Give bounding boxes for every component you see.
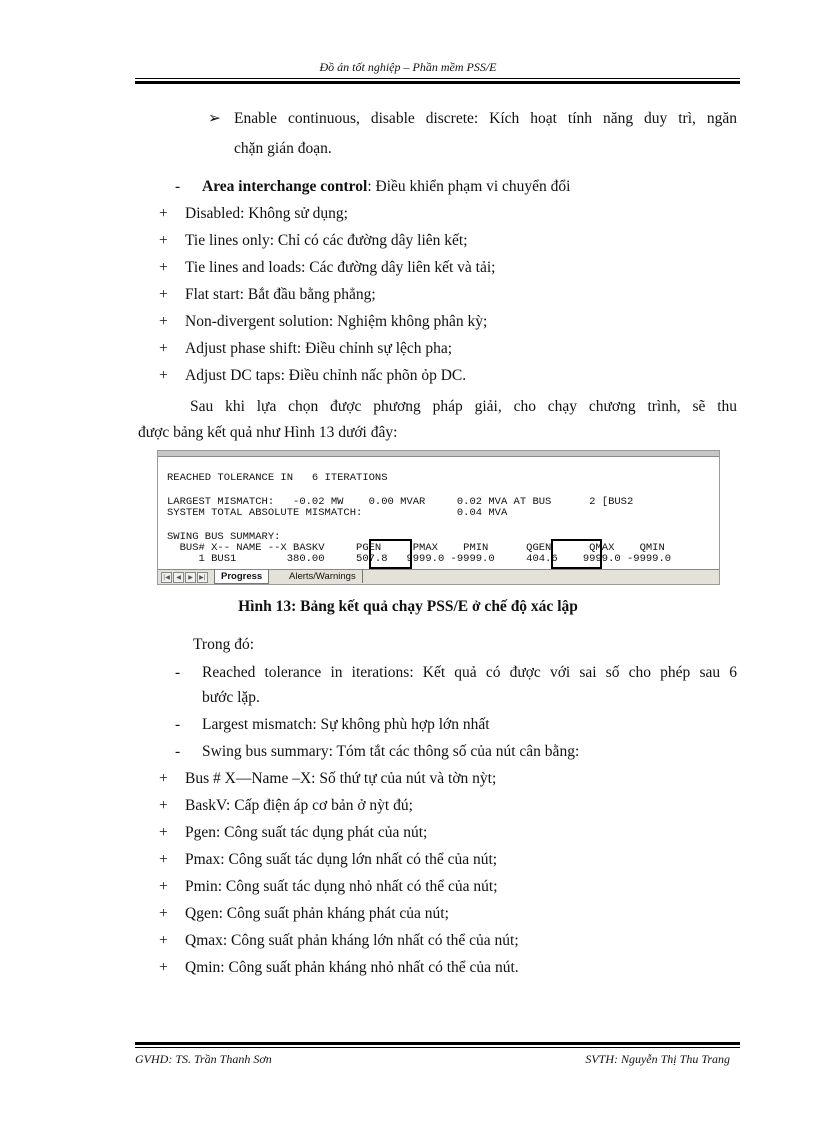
paragraph-line-2: được bảng kết quả như Hình 13 dưới đây: [138, 424, 398, 441]
page-header-title: Đồ án tốt nghiệp – Phần mềm PSS/E [319, 60, 497, 74]
output-tab-bar [158, 569, 719, 584]
next-tab-icon[interactable]: ▶ [185, 572, 196, 583]
parameter-item: Bus # X—Name –X: Số thứ tự của nút và tờn nỳt; [185, 770, 497, 787]
dash-bullet: - [175, 178, 181, 195]
option-item: Tie lines only: Chỉ có các đường dây liên kết; [185, 232, 468, 249]
plus-bullet: + [159, 205, 168, 222]
intro-text: Trong đó: [193, 636, 255, 653]
last-tab-icon[interactable]: ▶| [197, 572, 208, 583]
tab-alerts-warnings[interactable]: Alerts/Warnings [283, 570, 363, 583]
arrow-bullet-icon: ➢ [208, 110, 221, 127]
paragraph-line-1: Sau khi lựa chọn được phương pháp giải, cho chạy chương trình, sẽ thu [190, 398, 737, 415]
footer-rule-thin [135, 1047, 740, 1048]
area-interchange-desc: : Điều khiển phạm vi chuyển đổi [367, 178, 571, 195]
definition-line-2: bước lặp. [202, 689, 260, 706]
option-item: Disabled: Không sử dụng; [185, 205, 348, 222]
option-item: Adjust phase shift: Điều chỉnh sự lệch pha; [185, 340, 453, 357]
window-top-bar [158, 451, 719, 457]
parameter-item: Qmin: Công suất phản kháng nhỏ nhất có thể của nút. [185, 959, 519, 976]
plus-bullet: + [159, 286, 168, 303]
parameter-item: Pmax: Công suất tác dụng lớn nhất có thể của nút; [185, 851, 498, 868]
terminal-line: SYSTEM TOTAL ABSOLUTE MISMATCH: 0.04 MVA [167, 507, 508, 519]
terminal-line: SWING BUS SUMMARY: [167, 531, 281, 543]
plus-bullet: + [159, 340, 168, 357]
plus-bullet: + [159, 770, 168, 787]
plus-bullet: + [159, 367, 168, 384]
qgen-highlight-box [551, 539, 602, 569]
footer-rule-thick [135, 1042, 740, 1045]
plus-bullet: + [159, 905, 168, 922]
pgen-highlight-box [369, 539, 412, 569]
parameter-item: Pgen: Công suất tác dụng phát của nút; [185, 824, 428, 841]
plus-bullet: + [159, 824, 168, 841]
tab-progress[interactable]: Progress [214, 570, 269, 584]
parameter-item: BaskV: Cấp điện áp cơ bản ở nỳt đú; [185, 797, 413, 814]
terminal-line: 1 BUS1 380.00 507.8 9999.0 -9999.0 404.6 9999.0 -9999.0 [167, 553, 672, 565]
header-rule-thin [135, 78, 740, 79]
plus-bullet: + [159, 932, 168, 949]
option-item: Flat start: Bắt đầu bằng phẳng; [185, 286, 376, 303]
terminal-line: REACHED TOLERANCE IN 6 ITERATIONS [167, 472, 388, 484]
definition-line-1: Reached tolerance in iterations: Kết quả có được với sai số cho phép sau 6 [202, 664, 737, 681]
prev-tab-icon[interactable]: ◀ [173, 572, 184, 583]
plus-bullet: + [159, 959, 168, 976]
dash-bullet: - [175, 743, 181, 760]
definition-item: Largest mismatch: Sự không phù hợp lớn nhất [202, 716, 490, 733]
footer-student: SVTH: Nguyễn Thị Thu Trang [585, 1052, 730, 1066]
parameter-item: Pmin: Công suất tác dụng nhỏ nhất có thể của nút; [185, 878, 498, 895]
plus-bullet: + [159, 878, 168, 895]
option-item: Non-divergent solution: Nghiệm không phân kỳ; [185, 313, 488, 330]
plus-bullet: + [159, 851, 168, 868]
plus-bullet: + [159, 259, 168, 276]
footer-advisor: GVHD: TS. Trần Thanh Sơn [135, 1052, 272, 1066]
option-item: Adjust DC taps: Điều chỉnh nấc phõn ỏp DC. [185, 367, 467, 384]
plus-bullet: + [159, 797, 168, 814]
header-rule-thick [135, 81, 740, 84]
area-interchange-term: Area interchange control [202, 178, 368, 195]
arrow-item-line-2: chặn gián đoạn. [234, 140, 332, 157]
dash-bullet: - [175, 664, 181, 681]
plus-bullet: + [159, 232, 168, 249]
parameter-item: Qgen: Công suất phản kháng phát của nút; [185, 905, 449, 922]
area-interchange-item [202, 177, 571, 196]
terminal-line: LARGEST MISMATCH: -0.02 MW 0.00 MVAR 0.02 MVA AT BUS 2 [BUS2 [167, 496, 634, 508]
terminal-line: BUS# X-- NAME --X BASKV PGEN PMAX PMIN QGEN QMAX QMIN [167, 542, 665, 554]
psse-output-window [157, 450, 720, 585]
plus-bullet: + [159, 313, 168, 330]
figure-caption: Hình 13: Bảng kết quả chạy PSS/E ở chế độ xác lập [238, 598, 578, 615]
parameter-item: Qmax: Công suất phản kháng lớn nhất có thể của nút; [185, 932, 519, 949]
arrow-item-line-1: Enable continuous, disable discrete: Kích hoạt tính năng duy trì, ngăn [234, 110, 737, 127]
option-item: Tie lines and loads: Các đường dây liên kết và tải; [185, 259, 496, 276]
definition-item: Swing bus summary: Tóm tắt các thông số của nút cân bằng: [202, 743, 580, 760]
first-tab-icon[interactable]: |◀ [161, 572, 172, 583]
dash-bullet: - [175, 716, 181, 733]
